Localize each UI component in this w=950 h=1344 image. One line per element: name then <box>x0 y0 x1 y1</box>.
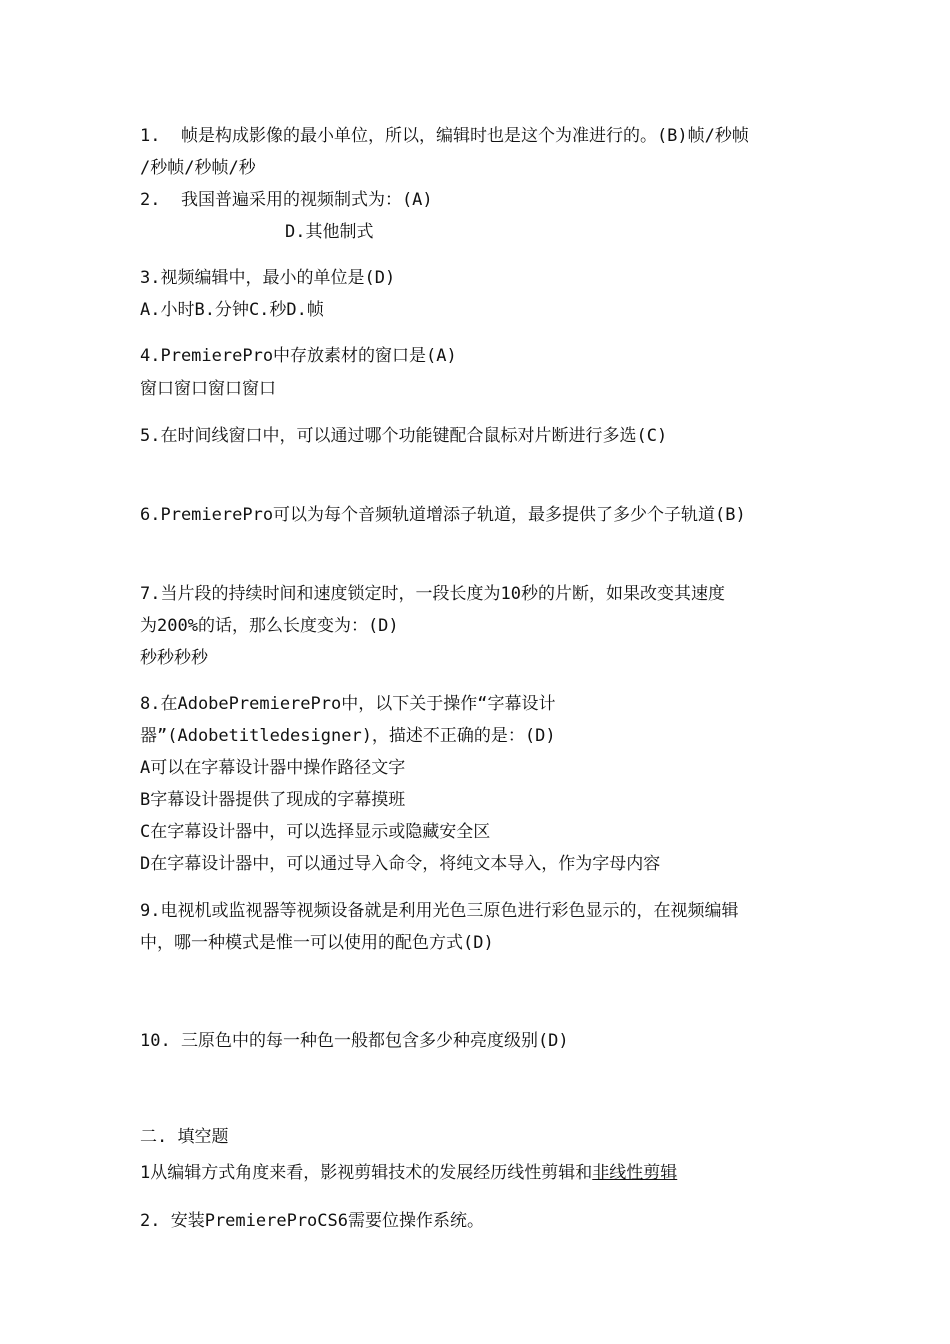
q6-line1: 6.PremierePro可以为每个音频轨道增添子轨道，最多提供了多少个子轨道(B) <box>140 505 746 525</box>
q3-line1: 3.视频编辑中，最小的单位是(D) <box>140 268 396 288</box>
q8-option-d: D在字幕设计器中，可以通过导入命令，将纯文本导入，作为字母内容 <box>140 854 661 874</box>
q8-option-a: A可以在字幕设计器中操作路径文字 <box>140 758 406 778</box>
q10-line1: 10. 三原色中的每一种色一般都包含多少种亮度级别(D) <box>140 1031 569 1051</box>
q8-line1: 8.在AdobePremierePro中，以下关于操作“字幕设计 <box>140 694 556 714</box>
q8-option-b: B字幕设计器提供了现成的字幕摸班 <box>140 790 406 810</box>
q1-line1: 1. 帧是构成影像的最小单位，所以，编辑时也是这个为准进行的。(B)帧/秒帧 <box>140 126 749 146</box>
q9-line2: 中，哪一种模式是惟一可以使用的配色方式(D) <box>140 933 494 953</box>
q2-line2: D.其他制式 <box>285 222 374 242</box>
q3-line2: A.小时B.分钟C.秒D.帧 <box>140 300 324 320</box>
q8-option-c: C在字幕设计器中，可以选择显示或隐藏安全区 <box>140 822 491 842</box>
fill-item-1 <box>140 1162 677 1184</box>
fill-item-2: 2. 安装PremiereProCS6需要位操作系统。 <box>140 1211 484 1231</box>
q7-line3: 秒秒秒秒 <box>140 648 208 668</box>
q5-line1: 5.在时间线窗口中，可以通过哪个功能键配合鼠标对片断进行多选(C) <box>140 426 668 446</box>
q4-line1: 4.PremierePro中存放素材的窗口是(A) <box>140 346 457 366</box>
section2-heading: 二. 填空题 <box>140 1127 229 1147</box>
fill-item-1-answer: 非线性剪辑 <box>592 1163 678 1183</box>
q7-line2: 为200%的话，那么长度变为：(D) <box>140 616 399 636</box>
q8-line2: 器”(Adobetitledesigner)，描述不正确的是：(D) <box>140 726 556 746</box>
q9-line1: 9.电视机或监视器等视频设备就是利用光色三原色进行彩色显示的，在视频编辑 <box>140 901 739 921</box>
q7-line1: 7.当片段的持续时间和速度锁定时，一段长度为10秒的片断，如果改变其速度 <box>140 584 725 604</box>
fill-item-1-text: 1从编辑方式角度来看，影视剪辑技术的发展经历线性剪辑和 <box>140 1163 593 1183</box>
q2-line1: 2. 我国普遍采用的视频制式为：(A) <box>140 190 433 210</box>
q1-line2: /秒帧/秒帧/秒 <box>140 158 256 178</box>
q4-line2: 窗口窗口窗口窗口 <box>140 379 276 399</box>
